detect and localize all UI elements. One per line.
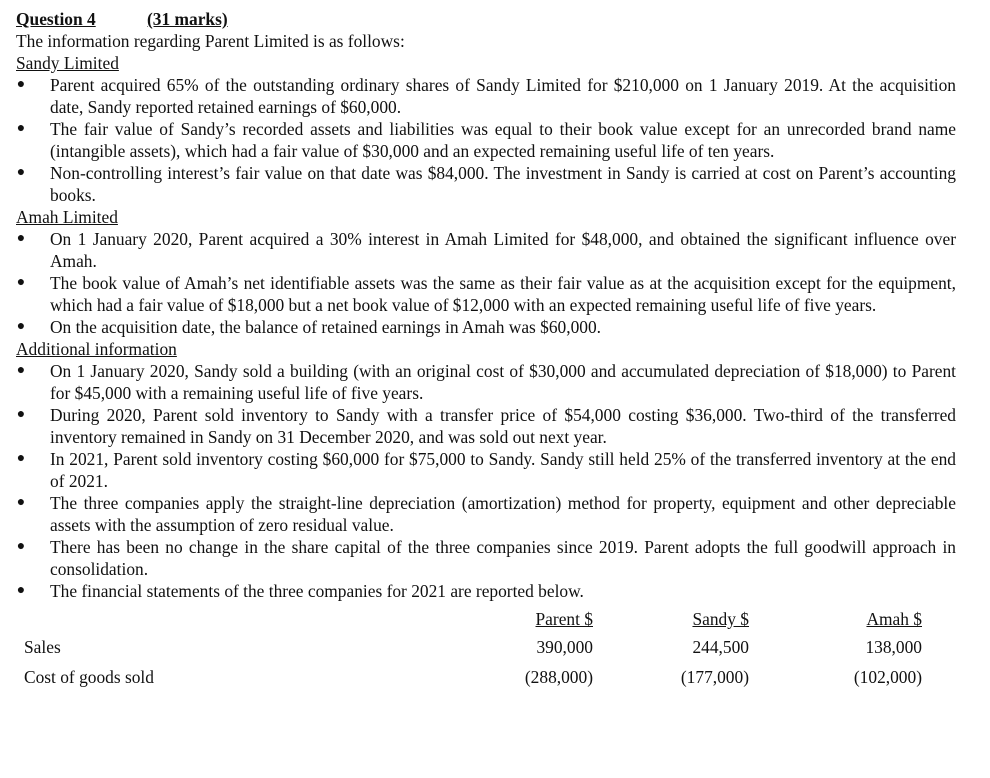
bullet-list-sandy <box>16 74 956 206</box>
list-item <box>16 228 956 272</box>
cell-amah: (102,000) <box>853 667 922 687</box>
table-header-parent: Parent $ <box>535 609 593 629</box>
table-header-row <box>24 606 922 632</box>
cell-sandy: 244,500 <box>692 637 749 657</box>
table-header-sandy: Sandy $ <box>692 609 749 629</box>
cell-parent: (288,000) <box>524 667 593 687</box>
list-item <box>16 492 956 536</box>
bullet-list-amah <box>16 228 956 338</box>
bullet-icon <box>16 580 26 602</box>
cell-parent: 390,000 <box>536 637 593 657</box>
section-title-sandy: Sandy Limited <box>16 53 119 73</box>
list-item <box>16 74 956 118</box>
list-item-text: On 1 January 2020, Parent acquired a 30% interest in Amah Limited for $48,000, and obtained the significant influence over Amah. <box>50 229 956 271</box>
section-title-amah: Amah Limited <box>16 207 118 227</box>
bullet-icon <box>16 360 26 382</box>
bullet-icon <box>16 448 26 470</box>
list-item-text: The fair value of Sandy’s recorded assets and liabilities was equal to their book value except for an unrecorded brand name (intangible assets), which had a fair value of $30,000 and an expected remaining useful life of ten years. <box>50 119 956 161</box>
intro-text: The information regarding Parent Limited is as follows: <box>16 31 405 51</box>
list-item-text: Non-controlling interest’s fair value on that date was $84,000. The investment in Sandy is carried at cost on Parent’s accounting books. <box>50 163 956 205</box>
list-item-text: During 2020, Parent sold inventory to Sandy with a transfer price of $54,000 costing $36,000. Two-third of the transferred inventory remained in Sandy on 31 December 2020, and was sold out next year. <box>50 405 956 447</box>
list-item <box>16 360 956 404</box>
list-item <box>16 536 956 580</box>
list-item <box>16 118 956 162</box>
cell-amah: 138,000 <box>865 637 922 657</box>
question-marks: (31 marks) <box>147 9 228 29</box>
bullet-icon <box>16 404 26 426</box>
bullet-icon <box>16 162 26 184</box>
question-heading <box>16 8 956 30</box>
bullet-icon <box>16 536 26 558</box>
bullet-icon <box>16 118 26 140</box>
list-item-text: On the acquisition date, the balance of retained earnings in Amah was $60,000. <box>50 317 602 337</box>
bullet-list-additional <box>16 360 956 602</box>
list-item <box>16 272 956 316</box>
list-item-text: On 1 January 2020, Sandy sold a building (with an original cost of $30,000 and accumulated depreciation of $18,000) to Parent for $45,000 with a remaining useful life of five years. <box>50 361 956 403</box>
section-title-additional: Additional information <box>16 339 177 359</box>
list-item-text: The financial statements of the three companies for 2021 are reported below. <box>50 581 584 601</box>
list-item-text: There has been no change in the share capital of the three companies since 2019. Parent adopts the full goodwill approach in consolidation. <box>50 537 956 579</box>
row-label: Sales <box>24 637 61 657</box>
list-item-text: The book value of Amah’s net identifiable assets was the same as their fair value as at the acquisition except for the equipment, which had a fair value of $18,000 but a net book value of $12,000 with an expected remaining useful life of five years. <box>50 273 956 315</box>
bullet-icon <box>16 272 26 294</box>
bullet-icon <box>16 316 26 338</box>
table-row <box>24 662 922 692</box>
list-item <box>16 162 956 206</box>
financial-statements-table <box>24 606 922 692</box>
list-item <box>16 580 956 602</box>
row-label: Cost of goods sold <box>24 667 154 687</box>
table-row <box>24 632 922 662</box>
list-item <box>16 316 956 338</box>
bullet-icon <box>16 228 26 250</box>
question-number: Question 4 <box>16 9 96 29</box>
list-item-text: Parent acquired 65% of the outstanding ordinary shares of Sandy Limited for $210,000 on 1 January 2019. At the acquisition date, Sandy reported retained earnings of $60,000. <box>50 75 956 117</box>
bullet-icon <box>16 74 26 96</box>
bullet-icon <box>16 492 26 514</box>
table-header-label <box>24 606 494 632</box>
list-item <box>16 448 956 492</box>
cell-sandy: (177,000) <box>680 667 749 687</box>
table-header-amah: Amah $ <box>866 609 922 629</box>
list-item <box>16 404 956 448</box>
list-item-text: The three companies apply the straight-line depreciation (amortization) method for property, equipment and other depreciable assets with the assumption of zero residual value. <box>50 493 956 535</box>
list-item-text: In 2021, Parent sold inventory costing $60,000 for $75,000 to Sandy. Sandy still held 25% of the transferred inventory at the end of 2021. <box>50 449 956 491</box>
